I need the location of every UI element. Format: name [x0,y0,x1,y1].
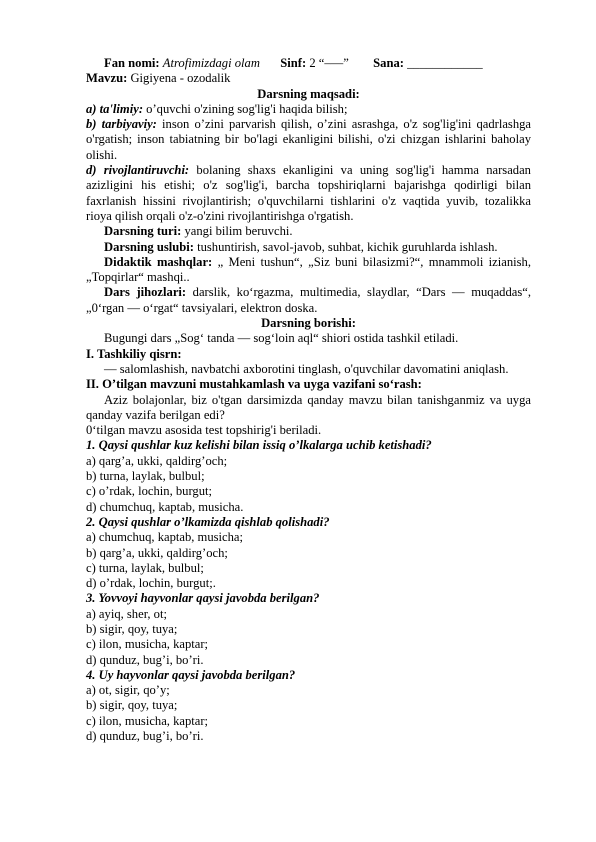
goal-upbringing-label: b) tarbiyaviy: [86,117,157,132]
answer-option: a) ot, sigir, qo’y; [86,683,170,698]
answer-option: c) o’rdak, lochin, burgut; [86,484,213,499]
question-text: 2. Qaysi qushlar o’lkamizda qishlab qolishadi? [86,514,330,529]
equipment-label: Dars jihozlari: [104,285,187,300]
goal-upbringing [86,117,531,163]
goal-upbringing-text: inson o’zini parvarish qilish, o’zini asrashga, o'z sog'lig'ini qadrlashga o'rgatish; inson tabiatning bir bo'lagi ekanligini bilishi, o'zi chizgan ishlarini baholay olishi. [86,117,532,162]
class-label: Sinf: [280,56,307,70]
answer-option: d) chumchuq, kaptab, musicha. [86,499,244,514]
answer-option: b) sigir, qoy, tuya; [86,698,178,713]
lesson-type-value: yangi bilim beruvchi. [181,224,293,239]
date-value: ____________ [407,56,483,70]
section2-note: 0‘tilgan mavzu asosida test topshirig'i beriladi. [86,423,322,438]
question-text: 1. Qaysi qushlar kuz kelishi bilan issiq o’lkalarga uchib ketishadi? [86,438,432,453]
goal-educational-label: a) ta'limiy: [86,101,144,116]
answer-option: a) ayiq, sher, ot; [86,606,167,621]
lesson-equipment [86,285,531,316]
section1-text: — salomlashish, navbatchi axborotini tinglash, o'quvchilar davomatini aniqlash. [104,361,509,376]
lesson-style-value: tushuntirish, savol-javob, suhbat, kichik guruhlarda ishlash. [193,239,498,254]
question-4 [86,668,531,744]
topic-line [86,71,531,86]
goal-developmental [86,163,531,224]
answer-option: a) qarg’a, ukki, qaldirg’och; [86,453,228,468]
answer-option: c) turna, laylak, bulbul; [86,560,204,575]
didactic-label: Didaktik mashqlar: [104,254,213,269]
answer-option: b) qarg’a, ukki, qaldirg’och; [86,545,228,560]
answer-option: d) o’rdak, lochin, burgut;. [86,576,216,591]
goal-educational [86,102,531,117]
goals-title: Darsning maqsadi: [257,86,360,101]
question-text: 4. Uy hayvonlar qaysi javobda berilgan? [86,667,296,682]
goal-developmental-label: d) rivojlantiruvchi: [86,163,190,178]
lesson-style-label: Darsning uslubi: [104,239,194,254]
equipment-value: darslik, ko‘rgazma, multimedia, slaydlar, “Dars — muqaddas“, „0‘rgan — o‘rgat“ tavsiyalari, elektron doska. [86,285,531,315]
lesson-plan-page [86,56,531,744]
question-2 [86,515,531,591]
answer-option: b) turna, laylak, bulbul; [86,469,205,484]
didactic-exercises [86,255,531,286]
goal-developmental-text: bolaning shaxs ekanligini va uning sog'lig'i hamma narsadan azizligini his etishi; o'z sog'lig'i, barcha topshiriqlarni bajarishga qodirligi bilan faxrlanish hissini rivojlantirish; o'quvchilarni tishlarini o'z vaqtida yuvib, tozalikka rioya qilish orqali o'z-o'zini rivojlantirishga o'rgatish. [86,163,531,223]
answer-option: a) chumchuq, kaptab, musicha; [86,530,244,545]
topic-value: Gigiyena - ozodalik [130,71,231,86]
date-label: Sana: [373,56,404,70]
answer-option: b) sigir, qoy, tuya; [86,621,178,636]
header-line [86,56,531,71]
topic-label: Mavzu: [86,71,128,86]
section2-title: II. O’tilgan mavzuni mustahkamlash va uyga vazifani so‘rash: [86,377,422,392]
lesson-type [86,224,531,239]
class-value: 2 “–—” [309,56,349,70]
question-1 [86,438,531,514]
answer-option: d) qunduz, bug’i, bo’ri. [86,729,204,744]
section1-title: I. Tashkiliy qisrn: [86,346,182,361]
goal-educational-text: o’quvchi o'zining sog'lig'i haqida bilish; [143,101,348,116]
lesson-type-label: Darsning turi: [104,224,182,239]
intro-text: Bugungi dars „Sog‘ tanda — sog‘loin aql“ shiori ostida tashkil etiladi. [104,331,459,346]
answer-option: d) qunduz, bug’i, bo’ri. [86,652,204,667]
lesson-style [86,240,531,255]
subject-label: Fan nomi: [104,56,160,70]
section2-text: Aziz bolajonlar, biz o'tgan darsimizda qanday mavzu bilan tanishganmiz va uyga qanday vazifa berilgan edi? [86,392,531,422]
process-title: Darsning borishi: [261,316,356,331]
answer-option: c) ilon, musicha, kaptar; [86,637,209,652]
subject-value: Atrofimizdagi olam [162,56,260,70]
question-3 [86,591,531,667]
answer-option: c) ilon, musicha, kaptar; [86,713,209,728]
question-text: 3. Yovvoyi hayvonlar qaysi javobda berilgan? [86,591,320,606]
didactic-value: „ Meni tushun“, „Siz buni bilasizmi?“, mnammoli izianish, „Topqirlar“ mashqi.. [86,254,531,285]
